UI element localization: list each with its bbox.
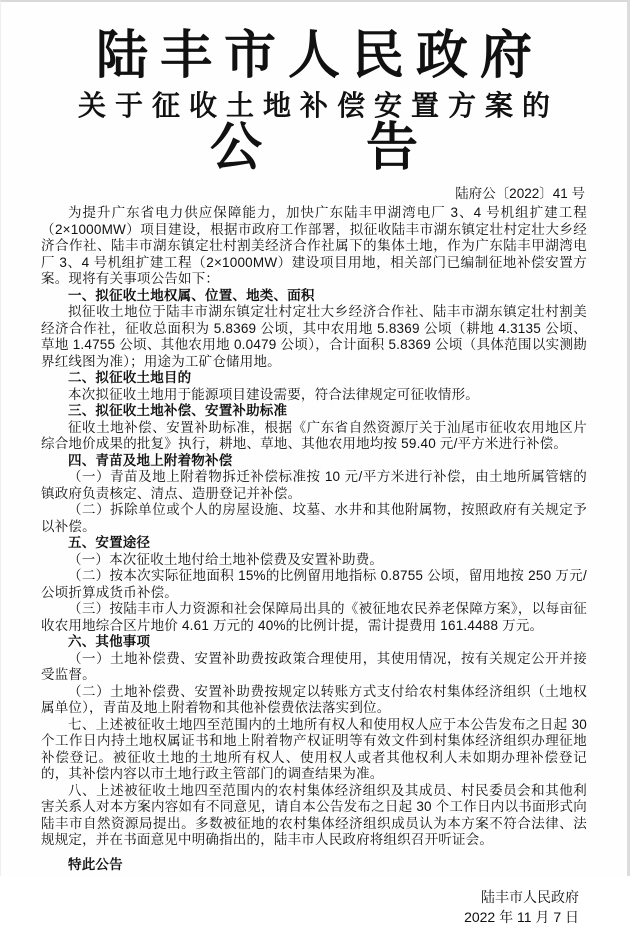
section-3-heading: 三、拟征收土地补偿、安置补助标准 <box>68 403 288 419</box>
section-4-heading: 四、青苗及地上附着物补偿 <box>68 452 233 468</box>
section-2-heading: 二、拟征收土地目的 <box>68 370 192 386</box>
section-8-paragraph: 八、上述被征收土地四至范围内的农村集体经济组织及其成员、村民委员会和其他利害关系人对本方案内容如有不同意见，请自本公告发布之日起 30 个工作日内以书面形式向陆丰市自然资源局提出。多数被征地的农村集体经济组织成员认为本方案不符合法律、法规规定，并在书面意见中明确指出的，陆丰市人民政府将组织召开听证会。 <box>41 782 587 848</box>
main-title: 陆丰市人民政府 <box>95 28 544 85</box>
document-subtitle: 关于征收土地补偿安置方案的 <box>77 89 559 121</box>
closing-statement: 特此公告 <box>68 856 123 872</box>
signature-issuer: 陆丰市人民政府 <box>481 889 579 906</box>
section-4-item-2: （二）拆除单位或个人的房屋设施、坟墓、水井和其他附属物，按照政府有关规定予以补偿。 <box>41 502 587 534</box>
announcement-title: 公 告 <box>209 120 418 178</box>
section-5-heading: 五、安置途径 <box>68 535 151 551</box>
section-6-item-2: （二）土地补偿费、安置补助费按规定以转账方式支付给农村集体经济组织（土地权属单位），青苗及地上附着物和其他补偿费依法落实到位。 <box>41 683 587 716</box>
section-2-body: 本次拟征收土地用于能源项目建设需要，符合法律规定可征收情形。 <box>68 386 479 402</box>
document-number: 陆府公〔2022〕41 号 <box>455 186 585 202</box>
section-5-item-1: （一）本次征收土地付给土地补偿费及安置补助费。 <box>68 551 384 567</box>
section-6-item-1: （一）土地补偿费、安置补助费按政策合理使用，其使用情况，按有关规定公开并接受监督。 <box>41 650 587 683</box>
section-1-heading: 一、拟征收土地权属、位置、地类、面积 <box>68 287 315 303</box>
section-1-body: 拟征收土地位于陆丰市湖东镇定壮村定壮大乡经济合作社、陆丰市湖东镇定壮村割美经济合作社，征收总面积为 5.8369 公顷，其中农用地 5.8369 公顷（耕地 4.3135 公顷、草地 1.4755 公顷、其他农用地 0.0479 公顷），合计面积 5.8369 公顷（具体范围以实测勘界红线图为准）；用途为工矿仓储用地。 <box>41 304 587 369</box>
section-5-item-3: （三）按陆丰市人力资源和社会保障局出具的《被征地农民养老保障方案》，以每亩征收农用地综合区片地价 4.61 万元的 40%的比例计提，需计提费用 161.4488 万元。 <box>41 601 587 633</box>
section-6-heading: 六、其他事项 <box>68 634 151 650</box>
section-7-paragraph: 七、上述被征收土地四至范围内的土地所有权人和使用权人应于本公告发布之日起 30 个工作日内持土地权属证书和地上附着物产权证明等有效文件到村集体经济组织办理征地补偿登记。被征收土地的土地所有权人、使用权人或者其他权利人未如期办理补偿登记的，其补偿内容以市土地行政主管部门的调查结果为准。 <box>41 716 587 782</box>
section-3-body: 征收土地补偿、安置补助标准，根据《广东省自然资源厅关于汕尾市征收农用地区片综合地价成果的批复》执行，耕地、草地、其他农用地均按 59.40 元/平方米进行补偿。 <box>41 419 587 452</box>
intro-paragraph: 为提升广东省电力供应保障能力，加快广东陆丰甲湖湾电厂 3、4 号机组扩建工程（2×1000MW）项目建设，根据市政府工作部署，拟征收陆丰市湖东镇定壮村定壮大乡经济合作社、陆丰市湖东镇定壮村割美经济合作社属下的集体土地，作为广东陆丰甲湖湾电厂 3、4 号机组扩建工程（2×1000MW）建设项目用地，相关部门已编制征地补偿安置方案。现将有关事项公告如下： <box>41 205 587 287</box>
document-body <box>41 205 587 873</box>
signature-block <box>41 887 587 927</box>
signature-date: 2022 年 11 月 7 日 <box>464 909 579 926</box>
section-5-item-2: （二）按本次实际征地面积 15%的比例留用地指标 0.8755 公顷，留用地按 250 万元/公顷折算成货币补偿。 <box>41 568 587 600</box>
section-4-item-1: （一）青苗及地上附着物拆迁补偿标准按 10 元/平方米进行补偿，由土地所属管辖的镇政府负责核定、清点、造册登记并补偿。 <box>41 469 587 501</box>
